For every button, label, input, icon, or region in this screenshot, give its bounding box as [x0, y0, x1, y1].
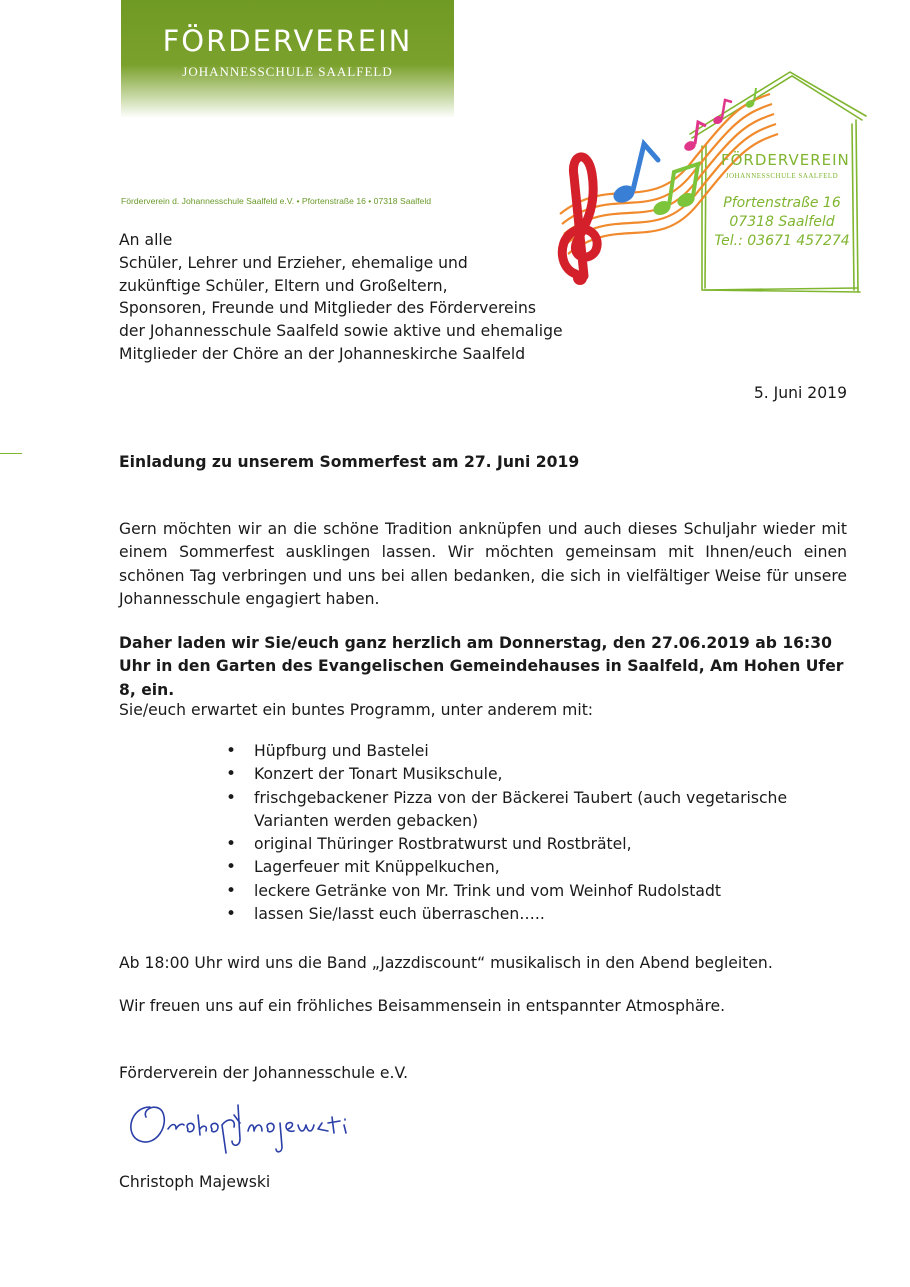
list-item: • frischgebackener Pizza von der Bäckerei Taubert (auch vegetarische Varianten werden gebacken)	[226, 787, 850, 834]
blue-note-icon	[611, 144, 658, 206]
list-item: • original Thüringer Rostbratwurst und Rostbrätel,	[226, 833, 850, 856]
logo-title: FÖRDERVEREIN	[721, 151, 850, 169]
logo-address-street: Pfortenstraße 16	[723, 195, 841, 211]
intro-paragraph: Gern möchten wir an die schöne Tradition anknüpfen und auch dieses Schuljahr wieder mit einem Sommerfest ausklingen lassen. Wir möchten gemeinsam mit Ihnen/euch einen schönen Tag verbringen und uns bei allen bedanken, die sich in vielfältiger Weise für unsere Johannesschule engagiert haben.	[119, 520, 847, 608]
recipient-line: Mitglieder der Chöre an der Johanneskirche Saalfeld	[119, 344, 526, 363]
recipient-line: der Johannesschule Saalfeld sowie aktive und ehemalige	[119, 322, 563, 341]
recipient-line: Schüler, Lehrer und Erzieher, ehemalige und	[119, 253, 468, 272]
signature-org: Förderverein der Johannesschule e.V.	[119, 1064, 409, 1082]
pink-notes-icon	[683, 100, 732, 153]
logo-address-city: 07318 Saalfeld	[729, 214, 835, 230]
handwritten-signature	[122, 1095, 352, 1165]
list-item: • Lagerfeuer mit Knüppelkuchen,	[226, 856, 850, 879]
recipient-line: Sponsoren, Freunde und Mitglieder des Fördervereins	[119, 299, 536, 318]
list-item: • Hüpfburg und Bastelei	[226, 740, 850, 763]
letter-subject: Einladung zu unserem Sommerfest am 27. Juni 2019	[119, 453, 580, 471]
sender-line: Förderverein d. Johannesschule Saalfeld e.V. • Pfortenstraße 16 • 07318 Saalfeld	[121, 196, 432, 206]
closing-paragraph: Wir freuen uns auf ein fröhliches Beisammensein in entspannter Atmosphäre.	[119, 997, 726, 1015]
recipient-line: An alle	[119, 231, 173, 249]
music-house-logo	[540, 64, 870, 304]
logo-address-phone: Tel.: 03671 457274	[714, 233, 850, 249]
recipient-line: zukünftige Schüler, Eltern und Großeltern,	[119, 276, 448, 295]
fold-mark	[0, 453, 22, 454]
program-list	[226, 740, 850, 926]
program-intro: Sie/euch erwartet ein buntes Programm, unter anderem mit:	[119, 701, 594, 719]
org-subtitle: JOHANNESSCHULE SAALFELD	[182, 64, 393, 79]
invitation-paragraph: Daher laden wir Sie/euch ganz herzlich am Donnerstag, den 27.06.2019 ab 16:30 Uhr in den Garten des Evangelischen Gemeindehauses in Saalfeld, Am Hohen Ufer 8, ein.	[119, 634, 844, 699]
header-banner	[121, 0, 454, 118]
list-item: • lassen Sie/lasst euch überraschen…..	[226, 903, 850, 926]
list-item: • leckere Getränke von Mr. Trink und vom Weinhof Rudolstadt	[226, 880, 850, 903]
list-item: • Konzert der Tonart Musikschule,	[226, 763, 850, 786]
signature-name: Christoph Majewski	[119, 1173, 271, 1191]
band-paragraph: Ab 18:00 Uhr wird uns die Band „Jazzdiscount“ musikalisch in den Abend begleiten.	[119, 954, 773, 972]
recipient-block	[119, 229, 563, 366]
org-title: FÖRDERVEREIN	[162, 24, 413, 58]
logo-subtitle: JOHANNESSCHULE SAALFELD	[725, 172, 839, 180]
letter-date: 5. Juni 2019	[753, 384, 847, 402]
